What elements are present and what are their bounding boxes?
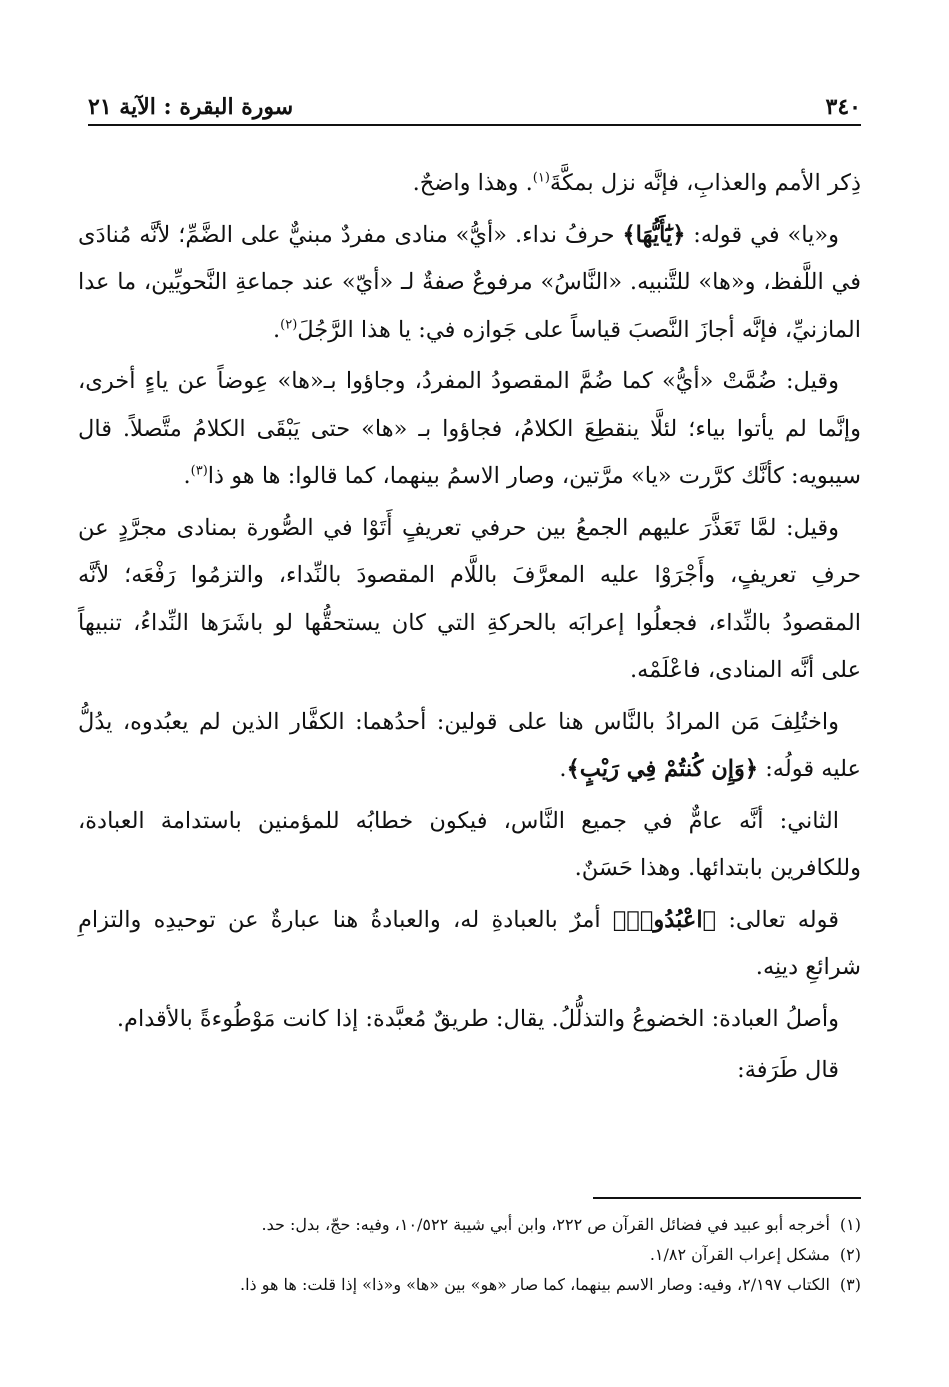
footnote-ref: (٢) xyxy=(280,317,298,332)
footnote: (٢) مشكل إعراب القرآن ١/٨٢. xyxy=(649,1245,861,1264)
footnotes xyxy=(78,1210,861,1300)
page-header xyxy=(88,82,861,126)
paragraph: الثاني: أنَّه عامٌّ في جميع النَّاس، فيكون خطابُه للمؤمنين باستدامة العبادة، وللكافرين بابتدائها. وهذا حَسَنٌ. xyxy=(78,807,861,881)
paragraph: ذِكر الأمم والعذابِ، فإنَّه نزل بمكَّةَ$^{(١)}$. وهذا واضحٌ. xyxy=(412,170,861,196)
footnote: (١) أخرجه أبو عبيد في فضائل القرآن ص ٢٢٢، وابن أبي شيبة ١٠/٥٢٢، وفيه: حجّ، بدل: حد. xyxy=(261,1215,861,1234)
paragraph: وقيل: لمَّا تَعَذَّرَ عليهم الجمعُ بين حرفي تعريفٍ أَتَوْا في الصُّورة بمنادى مجرَّدٍ عن حرفِ تعريفٍ، وأَجْرَوْا عليه المعرَّفَ باللَّام المقصودَ بالنِّداء، والتزمُوا رَفْعَه؛ لأنَّه المقصودُ بالنِّداء، فجعلُوا إعرابَه بالحركةِ التي كان يستحقُّها لو باشَرَها النِّداءُ، تنبيهاً على أنَّه المنادى، فاعْلَمْه. xyxy=(78,514,861,683)
paragraph: قال طَرَفة: xyxy=(737,1057,839,1083)
page-number: ٣٤٠ xyxy=(825,94,861,120)
paragraph: و«يا» في قوله: ﴿يَٰٓأَيُّهَا﴾ حرفُ نداء. «أيُّ» منادى مفردٌ مبنيٌّ على الضَّمِّ؛ لأنَّه مُنادَى في اللَّفظ، و«ها» للتَّنبيه. «النَّاسُ» مرفوعٌ صفةٌ لـ «أيّ» عند جماعةِ النَّحويِّين، ما عدا المازنيِّ، فإنَّه أجازَ النَّصبَ قياساً على جَوازه في: يا هذا الرَّجُلَ$^{(٢)}$. xyxy=(78,221,861,343)
footnote: (٣) الكتاب ٢/١٩٧، وفيه: وصار الاسم بينهما، كما صار «هو» بين «ها» و«ذا» إذا قلت: ها هو ذا. xyxy=(240,1275,861,1294)
surah-title: سورة البقرة : الآية ٢١ xyxy=(88,94,294,120)
quran-quote: ﴿وَإِن كُنتُمْ فِي رَيْبٍ﴾ xyxy=(566,756,759,782)
footnote-divider xyxy=(593,1197,861,1199)
quran-quote: ﴿اعْبُدُوا۟﴾ xyxy=(612,906,717,933)
main-text xyxy=(78,160,861,1099)
paragraph: وقيل: ضُمَّتْ «أيُّ» كما ضُمَّ المقصودُ المفردُ، وجاؤوا بـ«ها» عِوضاً عن ياءٍ أخرى، وإنَّما لم يأتوا بياء؛ لئلَّا ينقطِعَ الكلامُ، فجاؤوا بـ «ها» حتى يَبْقَى الكلامُ متَّصلاً. قال سيبويه: كأنَّك كرَّرت «يا» مرَّتين، وصار الاسمُ بينهما، كما قالوا: ها هو ذا$^{(٣)}$. xyxy=(78,368,861,489)
paragraph: واختُلِفَ مَن المرادُ بالنَّاس هنا على قولين: أحدُهما: الكفَّار الذين لم يعبُدوه، يدُلُّ عليه قولُه: ﴿وَإِن كُنتُمْ فِي رَيْبٍ﴾. xyxy=(78,708,861,782)
paragraph: قوله تعالى: ﴿اعْبُدُوا۟﴾ أمرٌ بالعبادةِ له، والعبادةُ هنا عبارةٌ عن توحيدِه والتزامِ شرائعِ دينِه. xyxy=(78,906,861,980)
footnote-ref: (١) xyxy=(532,170,550,186)
quran-quote: ﴿يَٰٓأَيُّهَا﴾ xyxy=(622,221,686,248)
footnote-ref: (٣) xyxy=(190,463,208,479)
paragraph: وأصلُ العبادة: الخضوعُ والتذلُّلُ. يقال: طريقٌ مُعبَّدة: إذا كانت مَوْطُوءةً بالأقدام. xyxy=(116,1005,839,1032)
